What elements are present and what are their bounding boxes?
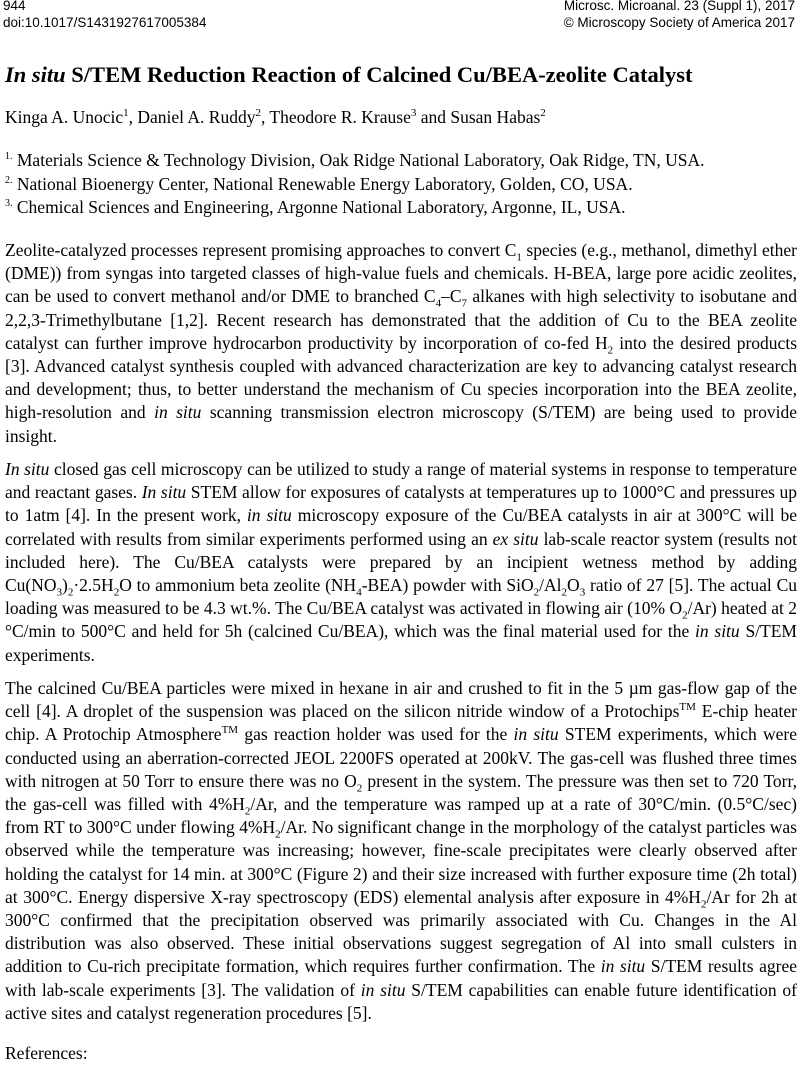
title-rest: S/TEM Reduction Reaction of Calcined Cu/BEA-zeolite Catalyst bbox=[65, 62, 693, 87]
body-paragraph-3: The calcined Cu/BEA particles were mixed in hexane in air and crushed to fit in the 5 µm gas-flow gap of the cell [4]. A droplet of the suspension was placed on the silicon nitride window of a Protochips™ E-chip heater chip. A Protochip Atmosphere™ gas reaction holder was used for the in situ STEM experiments, which were conducted using an aberration-corrected JEOL 2200FS operated at 200kV. The gas-cell was flushed three times with nitrogen at 50 Torr to ensure there was no $O_2$ present in the system. The pressure was then set to 720 Torr, the gas-cell was filled with $4\%H_2/Ar$, and the temperature was ramped up at a rate of 30°C/min. (0.5°C/sec) from RT to 300°C under flowing $4\%H_2/Ar$. No significant change in the morphology of the catalyst particles was observed while the temperature was increasing; however, fine-scale precipitates were clearly observed after holding the catalyst for 14 min. at 300°C (Figure 2) and their size increased with further exposure time (2h total) at 300°C. Energy dispersive X-ray spectroscopy (EDS) elemental analysis after exposure in $4\%H_2/Ar$ for 2h at 300°C confirmed that the precipitation observed was primarily associated with Cu. Changes in the Al distribution was also observed. These initial observations suggest segregation of Al into small culsters in addition to Cu-rich precipitate formation, which requires further confirmation. The in situ S/TEM results agree with lab-scale experiments [3]. The validation of in situ S/TEM capabilities can enable future identification of active sites and catalyst regeneration procedures [5]. bbox=[5, 678, 797, 1023]
author-affil-sup: 1 bbox=[123, 107, 129, 120]
author-sep: , bbox=[260, 107, 270, 127]
doi: doi:10.1017/S1431927617005384 bbox=[3, 15, 207, 30]
copyright: © Microscopy Society of America 2017 bbox=[563, 15, 795, 30]
affiliation-3 bbox=[5, 197, 626, 218]
paper-title bbox=[5, 62, 693, 88]
author-affil-sup: 2 bbox=[255, 107, 261, 120]
affiliation-number: 3. bbox=[5, 198, 13, 210]
author-sep: and bbox=[416, 107, 451, 127]
affiliation-number: 1. bbox=[5, 151, 13, 163]
author: Susan Habas bbox=[450, 107, 541, 127]
affiliation-2 bbox=[5, 174, 633, 195]
affiliation-text: National Bioenergy Center, National Renewable Energy Laboratory, Golden, CO, USA. bbox=[12, 174, 633, 194]
author: Kinga A. Unocic bbox=[5, 107, 124, 127]
references-heading: References: bbox=[5, 1043, 88, 1063]
header-left bbox=[3, 0, 206, 31]
author-list bbox=[5, 107, 546, 128]
affiliation-1 bbox=[5, 150, 705, 171]
body-paragraph-1: Zeolite-catalyzed processes represent promising approaches to convert $C_1$ species (e.g., methanol, dimethyl ether (DME)) from syngas into targeted classes of high-value fuels and chemicals. H-BEA, large pore acidic zeolites, can be used to convert methanol and/or DME to branched $C_4-C_7$ alkanes with high selectivity to isobutane and 2,2,3-Trimethylbutane [1,2]. Recent research has demonstrated that the addition of Cu to the BEA zeolite catalyst can further improve hydrocarbon productivity by incorporation of co-fed $H_2$ into the desired products [3]. Advanced catalyst synthesis coupled with advanced characterization are key to advancing catalyst research and development; thus, to better understand the mechanism of Cu species incorporation into the BEA zeolite, high-resolution and in situ scanning transmission electron microscopy (S/TEM) are being used to provide insight. bbox=[5, 240, 798, 446]
header-right bbox=[564, 0, 795, 31]
affiliation-text: Chemical Sciences and Engineering, Argonne National Laboratory, Argonne, IL, USA. bbox=[12, 197, 626, 217]
author: Daniel A. Ruddy bbox=[137, 107, 256, 127]
affiliation-number: 2. bbox=[5, 175, 13, 187]
title-italic: In situ bbox=[5, 62, 66, 87]
body-paragraph-2: In situ closed gas cell microscopy can be utilized to study a range of material systems in response to temperature and reactant gases. In situ STEM allow for exposures of catalysts at temperatures up to 1000°C and pressures up to 1atm [4]. In the present work, in situ microscopy exposure of the Cu/BEA catalysts in air at 300°C will be correlated with results from similar experiments performed using an ex situ lab-scale reactor system (results not included here). The Cu/BEA catalysts were prepared by an incipient wetness method by adding $Cu(NO_3)_2\cdot 2.5H_2O$ to ammonium beta zeolite $(NH_4-BEA)$ powder with $SiO_2/Al_2O_3$ ratio of 27 [5]. The actual Cu loading was measured to be 4.3 wt.%. The Cu/BEA catalyst was activated in flowing air (10% $O_2/Ar$) heated at 2 °C/min to 500°C and held for 5h (calcined Cu/BEA), which was the final material used for the in situ S/TEM experiments. bbox=[5, 459, 797, 665]
affiliation-text: Materials Science & Technology Division, Oak Ridge National Laboratory, Oak Ridge, TN, USA. bbox=[12, 150, 705, 170]
journal-citation: Microsc. Microanal. 23 (Suppl 1), 2017 bbox=[563, 0, 795, 13]
author-affil-sup: 2 bbox=[540, 107, 546, 120]
author: Theodore R. Krause bbox=[269, 107, 411, 127]
author-sep: , bbox=[128, 107, 138, 127]
page-number: 944 bbox=[3, 0, 26, 13]
author-affil-sup: 3 bbox=[410, 107, 417, 120]
